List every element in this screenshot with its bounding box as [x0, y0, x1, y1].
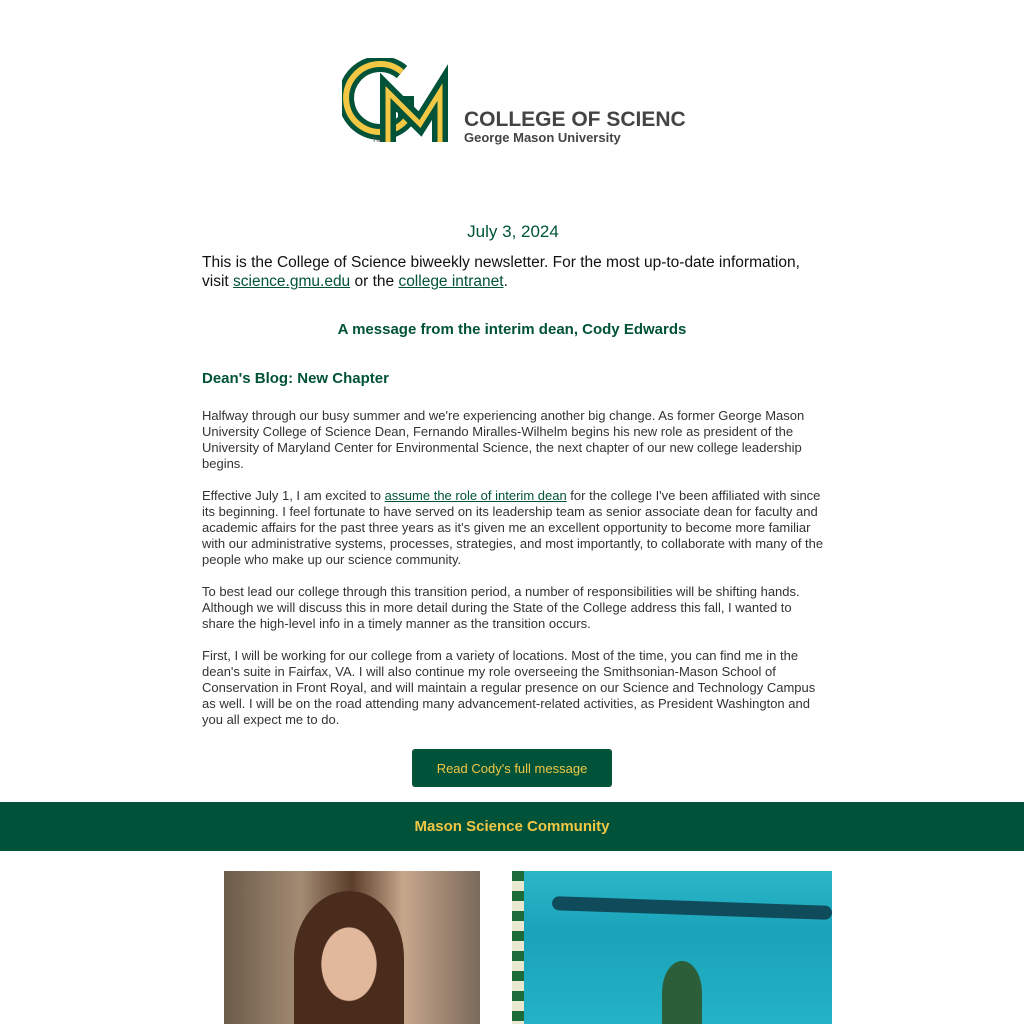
college-intranet-link[interactable]: college intranet	[398, 273, 504, 290]
person-figure	[294, 891, 404, 1024]
dean-message-heading: A message from the interim dean, Cody Edwards	[337, 321, 687, 338]
section-band: Mason Science Community	[0, 802, 1024, 851]
paragraph: Effective July 1, I am excited to assume the role of interim dean for the college I've been affiliated with since its beginning. I feel fortunate to have served on its leadership team as senior associate dean for faculty and academic affairs for the past three years as it's given me an excellent opportunity to become more familiar with our administrative systems, processes, strategies, and most importantly, to collaborate with many of the people who make up our science community.	[202, 488, 824, 567]
college-logo	[342, 58, 687, 146]
svg-text:COLLEGE OF SCIENCE: COLLEGE OF SCIENCE	[464, 108, 687, 131]
lane-line	[552, 896, 832, 920]
paragraph: Halfway through our busy summer and we're experiencing another big change. As former George Mason University College of Science Dean, Fernando Miralles-Wilhelm begins his new role as president of the University of Maryland Center for Environmental Science, the next chapter of our new college leadership begins.	[202, 408, 805, 471]
science-site-link[interactable]: science.gmu.edu	[233, 273, 351, 290]
swimmer-photo[interactable]	[512, 871, 832, 1024]
swimmer-figure	[662, 961, 702, 1024]
interim-dean-link[interactable]: assume the role of interim dean	[384, 488, 567, 503]
newsletter-date: July 3, 2024	[467, 222, 559, 241]
paragraph: First, I will be working for our college from a variety of locations. Most of the time, you can find me in the dean's suite in Fairfax, VA. I will also continue my role overseeing the Smithsonian-Mason School of Conservation in Front Royal, and will maintain a regular presence on our Science and Technology Campus as well. I will be on the road attending many advancement-related activities, as President Washington and you all expect me to do.	[202, 648, 816, 727]
blog-body	[202, 408, 824, 744]
intro-text: This is the College of Science biweekly newsletter. For the most up-to-date information, visit science.gmu.edu or the college intranet.	[202, 254, 800, 290]
svg-text:George Mason University: George Mason University	[464, 130, 621, 145]
lane-rope	[512, 871, 524, 1024]
read-full-message-button[interactable]: Read Cody's full message	[412, 749, 612, 787]
paragraph: To best lead our college through this transition period, a number of responsibilities will be shifting hands. Although we will discuss this in more detail during the State of the College address this fall, I wanted to share the high-level info in a timely manner as the transition occurs.	[202, 584, 800, 631]
portrait-photo[interactable]	[224, 871, 480, 1024]
blog-title: Dean's Blog: New Chapter	[202, 370, 389, 387]
svg-text:TM: TM	[372, 137, 383, 144]
